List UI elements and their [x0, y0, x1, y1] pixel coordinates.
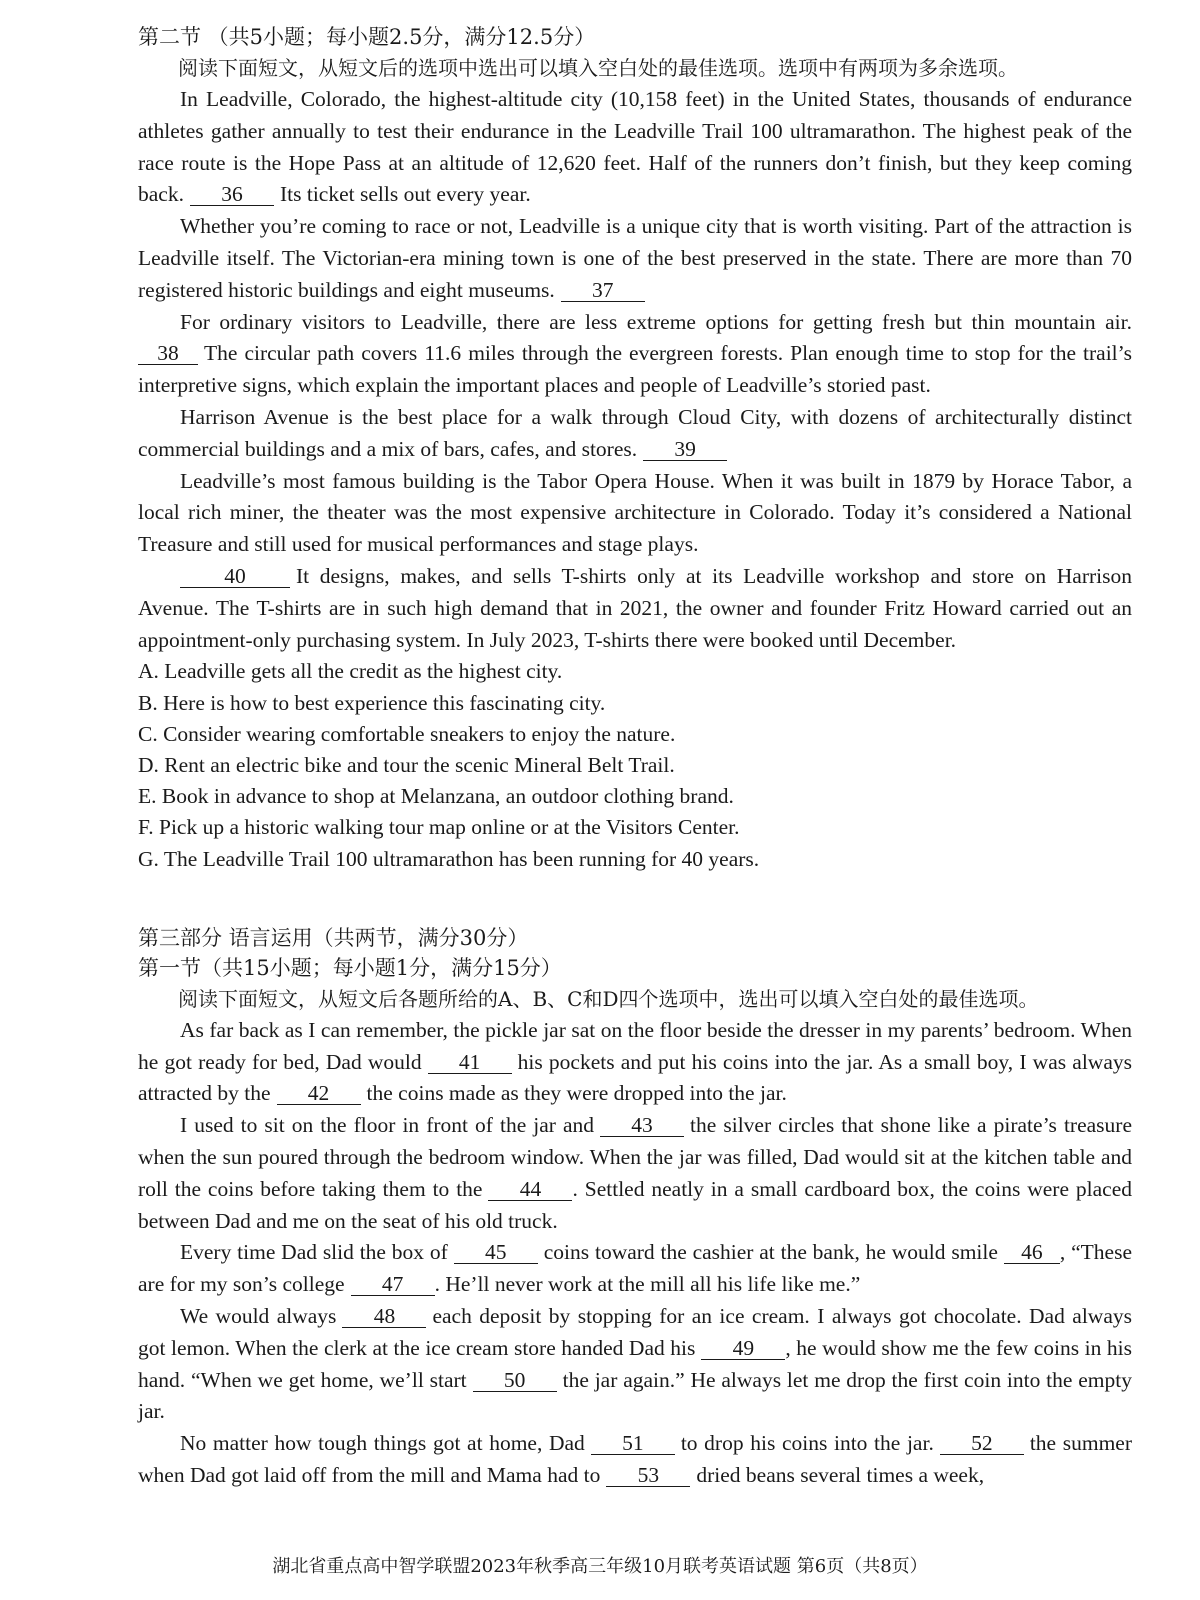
blank-41: 41: [428, 1051, 512, 1074]
blank-47: 47: [351, 1273, 435, 1296]
subsection-heading: 第一节（共15小题；每小题1分，满分15分）: [138, 955, 562, 980]
passage-paragraph-5: Leadville’s most famous building is the Tabor Opera House. When it was built in 1879 by Horace Tabor, a local rich miner, the theater was the most expensive architecture in Colorado. Today it’s considered a National Treasure and still used for musical performances and stage plays.: [138, 468, 1132, 557]
blank-39: 39: [643, 438, 727, 461]
blank-50: 50: [473, 1369, 557, 1392]
paragraph-text: We would always: [180, 1303, 337, 1328]
answer-options: [138, 656, 1132, 874]
paragraph-text: , he would show me the few coins in his hand. “When we get home, we’ll start: [138, 1335, 1132, 1392]
paragraph-text: No matter how tough things got at home, Dad: [180, 1431, 585, 1456]
option-e: E. Book in advance to shop at Melanzana, an outdoor clothing brand.: [138, 784, 734, 809]
cloze-paragraph-5: [138, 1428, 1132, 1492]
blank-42: 42: [277, 1082, 361, 1105]
blank-38: 38: [138, 342, 198, 365]
part-heading: 第三部分 语言运用（共两节，满分30分）: [138, 925, 529, 950]
paragraph-text: , “These are for my son’s college: [138, 1240, 1132, 1297]
blank-51: 51: [591, 1432, 675, 1455]
paragraph-text: the silver circles that shone like a pirate’s treasure when the sun poured through the bedroom window. When the jar was filled, Dad would sit at the kitchen table and roll the coins before taking them to the: [138, 1113, 1132, 1201]
paragraph-text: to drop his coins into the jar.: [680, 1431, 934, 1456]
paragraph-text: Its ticket sells out every year.: [279, 182, 531, 207]
paragraph-text: dried beans several times a week,: [696, 1462, 985, 1487]
option-g: G. The Leadville Trail 100 ultramarathon has been running for 40 years.: [138, 846, 760, 871]
option-b: B. Here is how to best experience this fascinating city.: [138, 690, 606, 715]
blank-52: 52: [940, 1432, 1024, 1455]
paragraph-text: Whether you’re coming to race or not, Leadville is a unique city that is worth visiting. Part of the attraction is Leadville itself. The Victorian-era mining town is one of the best preserved in the state. There are more than 70 registered historic buildings and eight museums.: [138, 214, 1132, 302]
option-d: D. Rent an electric bike and tour the scenic Mineral Belt Trail.: [138, 752, 675, 777]
blank-49: 49: [701, 1337, 785, 1360]
blank-48: 48: [342, 1305, 426, 1328]
paragraph-text: It designs, makes, and sells T-shirts only at its Leadville workshop and store on Harrison Avenue. The T-shirts are in such high demand that in 2021, the owner and founder Fritz Howard carried out an appointment-only purchasing system. In July 2023, T-shirts there were booked until December.: [138, 563, 1132, 652]
blank-40: 40: [180, 565, 290, 588]
paragraph-text: As far back as I can remember, the pickle jar sat on the floor beside the dresser in my parents’ bedroom. When he got ready for bed, Dad would: [138, 1017, 1132, 1074]
cloze-paragraph-3: [138, 1237, 1132, 1301]
option-a: A. Leadville gets all the credit as the highest city.: [138, 659, 563, 684]
blank-36: 36: [190, 183, 274, 206]
option-c: C. Consider wearing comfortable sneakers to enjoy the nature.: [138, 721, 676, 746]
paragraph-text: In Leadville, Colorado, the highest-altitude city (10,158 feet) in the United States, thousands of endurance athletes gather annually to test their endurance in the Leadville Trail 100 ultramarathon. The highest peak of the race route is the Hope Pass at an altitude of 12,620 feet. Half of the runners don’t finish, but they keep coming back.: [138, 87, 1132, 207]
paragraph-text: I used to sit on the floor in front of the jar and: [180, 1113, 595, 1138]
blank-37: 37: [561, 279, 645, 302]
passage-paragraph-2: [138, 211, 1132, 306]
blank-53: 53: [606, 1464, 690, 1487]
blank-46: 46: [1004, 1241, 1060, 1264]
paragraph-text: his pockets and put his coins into the jar. As a small boy, I was always attracted by the: [138, 1049, 1132, 1106]
passage-paragraph-1: [138, 84, 1132, 211]
paragraph-text: . He’ll never work at the mill all his life like me.”: [434, 1272, 861, 1297]
page-footer: 湖北省重点高中智学联盟2023年秋季高三年级10月联考英语试题 第6页（共8页）: [272, 1556, 928, 1577]
subsection-instruction: 阅读下面短文，从短文后各题所给的A、B、C和D四个选项中，选出可以填入空白处的最佳选项。: [178, 986, 1039, 1011]
paragraph-text: the summer when Dad got laid off from the mill and Mama had to: [138, 1431, 1132, 1487]
section-heading: 第二节 （共5小题；每小题2.5分，满分12.5分）: [138, 25, 596, 49]
option-f: F. Pick up a historic walking tour map online or at the Visitors Center.: [138, 815, 740, 840]
paragraph-text: each deposit by stopping for an ice cream. I always got chocolate. Dad always got lemon. When the clerk at the ice cream store handed Dad his: [138, 1303, 1132, 1360]
paragraph-text: For ordinary visitors to Leadville, there are less extreme options for getting fresh but thin mountain air.: [180, 309, 1132, 334]
passage-paragraph-3: [138, 307, 1132, 402]
cloze-paragraph-1: [138, 1015, 1132, 1110]
section-instruction: 阅读下面短文，从短文后的选项中选出可以填入空白处的最佳选项。选项中有两项为多余选项。: [178, 56, 1018, 80]
paragraph-text: the coins made as they were dropped into the jar.: [366, 1081, 787, 1106]
paragraph-text: . Settled neatly in a small cardboard box, the coins were placed between Dad and me on the seat of his old truck.: [138, 1176, 1132, 1233]
passage-paragraph-4: [138, 402, 1132, 466]
cloze-paragraph-4: [138, 1301, 1132, 1428]
blank-44: 44: [488, 1178, 572, 1201]
cloze-paragraph-2: [138, 1110, 1132, 1237]
passage-paragraph-6: [138, 561, 1132, 656]
blank-43: 43: [600, 1114, 684, 1137]
blank-45: 45: [454, 1241, 538, 1264]
paragraph-text: coins toward the cashier at the bank, he would smile: [543, 1240, 998, 1265]
paragraph-text: Harrison Avenue is the best place for a walk through Cloud City, with dozens of architecturally distinct commercial buildings and a mix of bars, cafes, and stores.: [138, 404, 1132, 461]
paragraph-text: Every time Dad slid the box of: [180, 1240, 448, 1265]
spacer: [138, 875, 1132, 923]
paragraph-text: The circular path covers 11.6 miles through the evergreen forests. Plan enough time to stop for the trail’s interpretive signs, which explain the important places and people of Leadville’s storied past.: [138, 341, 1132, 398]
paragraph-text: the jar again.” He always let me drop the first coin into the empty jar.: [138, 1367, 1132, 1424]
